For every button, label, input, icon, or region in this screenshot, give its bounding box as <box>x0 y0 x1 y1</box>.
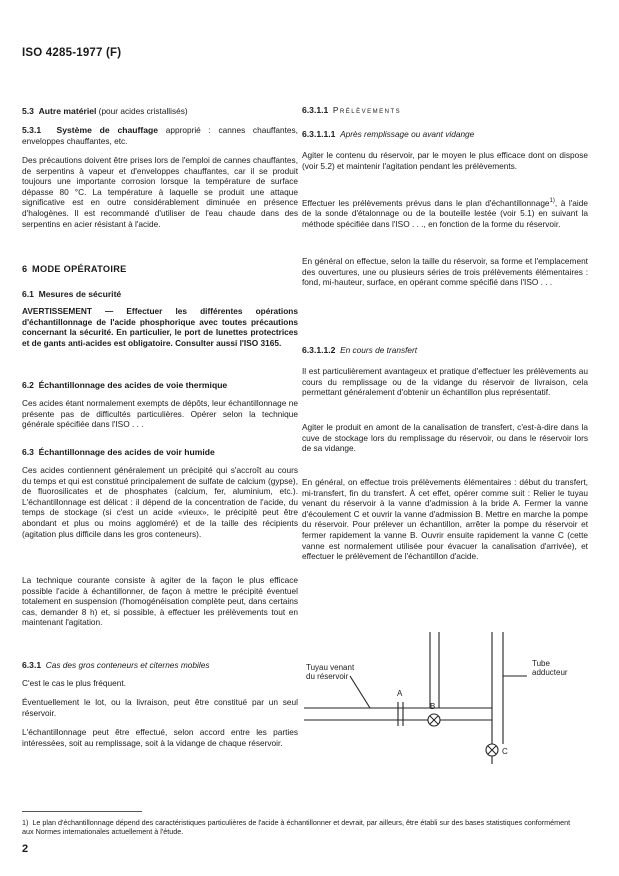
section-6-3-heading: 6.3 Échantillonnage des acides de voir humide <box>22 447 215 457</box>
section-6-2-text: Ces acides étant normalement exempts de dépôts, leur échantillonnage ne présente pas de difficultés particulières. Opérer selon la technique générale spécifiée dans l'ISO . . . <box>22 398 298 430</box>
section-5-3-heading: 5.3 Autre matériel (pour acides cristallisés) <box>22 106 188 116</box>
section-6-3-1-text-3: L'échantillonnage peut être effectué, selon accord entre les parties intéressées, soit au remplissage, soit à la vidange de chaque réservoir. <box>22 727 298 748</box>
label-valve-b: B <box>430 702 436 711</box>
transfer-line-diagram <box>302 632 602 782</box>
section-6-3-1-text-1: C'est le cas le plus fréquent. <box>22 678 126 688</box>
section-6-1-heading: 6.1 Mesures de sécurité <box>22 289 122 299</box>
page-number: 2 <box>22 843 29 855</box>
section-6-3-1-1-1-text-3: En général on effectue, selon la taille du réservoir, sa forme et l'emplacement des ouvertures, une ou plusieurs séries de trois prélèvements élémentaires : fond, mi-hauteur, surface, en opérant comme spécifié dans l'ISO . . . <box>302 256 588 288</box>
section-5-3-1-text: Des précautions doivent être prises lors de l'emploi de cannes chauffantes, de serpentins à vapeur et d'enveloppes chauffantes, car il se produit toujours une importante corrosion lorsque la température de surface dépasse 80 °C. La température à laquelle se produit une attaque significative est en outre considérablement diminuée en présence d'halogènes. Il est recommandé d'utiliser de l'eau chaude dans des serpentins en acier résistant à l'acide. <box>22 155 298 229</box>
safety-warning: AVERTISSEMENT — Effectuer les différentes opérations d'échantillonnage de l'acide phosphorique avec toutes précautions concernant la sécurité. En particulier, le port de lunettes protectrices et de gants anti-acides est obligatoire. Consulter aussi l'ISO 3165. <box>22 306 298 348</box>
footnote-divider <box>22 811 142 812</box>
section-6-3-1-text-2: Éventuellement le lot, ou la livraison, peut être constitué par un seul réservoir. <box>22 697 298 718</box>
footnote: 1) Le plan d'échantillonnage dépend des caractéristiques particulières de l'acide à échantillonner et devrait, par ailleurs, être établi sur des bases statistiques conformément aux Normes internationales actuellement à l'étude. <box>22 818 571 837</box>
section-6-3-1-heading: 6.3.1 Cas des gros conteneurs et citernes mobiles <box>22 660 210 670</box>
section-6-3-1-1-2-text-3: En général, on effectue trois prélèvements élémentaires : début du transfert, mi-transfert, fin du transfert. À cet effet, opérer comme suit : Relier le tuyau venant du réservoir à la vanne d'admission à la bride A. Fermer la vanne d'écoulement C et ouvrir la vanne d'admission B. Mettre en marche la pompe du réservoir. Pour prélever un échantillon, arrêter la pompe du réservoir et fermer rapidement la vanne B. Ouvrir ensuite rapidement la vanne C (cette vanne est normalement utilisée pour évacuer la canalisation d'arrivée), et effectuer le prélèvement de l'échantillon d'acide. <box>302 477 588 562</box>
label-tube-line2: adducteur <box>532 668 568 677</box>
section-6-3-text-2: La technique courante consiste à agiter de la façon le plus efficace possible l'acide à échantillonner, de façon à mettre le précipité éventuel totalement en suspension (l'homogénéisation complète peut, dans certains cas, demander 8 h) et, si possible, à effectuer les prélèvements tout en maintenant l'agitation. <box>22 575 298 628</box>
label-tube-line1: Tube <box>532 659 550 668</box>
section-6-3-1-1-1-heading: 6.3.1.1.1 Après remplissage ou avant vidange <box>302 129 475 139</box>
section-6-3-1-1-2-text-2: Agiter le produit en amont de la canalisation de transfert, c'est-à-dire dans la cuve de stockage lors du remplissage du réservoir, ou dans le réservoir lors de sa vidange. <box>302 422 588 454</box>
label-valve-c: C <box>502 747 508 756</box>
leader-pipe <box>350 676 370 708</box>
section-6-3-1-1-heading: 6.3.1.1 Prélèvements <box>302 105 402 115</box>
section-6-3-1-1-1-text-1: Agiter le contenu du réservoir, par le moyen le plus efficace dont on dispose (voir 5.2) et maintenir l'agitation pendant les prélèvements. <box>302 150 588 171</box>
section-6-heading: 6 MODE OPÉRATOIRE <box>22 264 127 274</box>
label-pipe-line2: du réservoir <box>306 672 349 681</box>
section-6-3-1-1-1-text-2: Effectuer les prélèvements prévus dans le plan d'échantillonnage$^{1)}$, à l'aide de la sonde d'étalonnage ou de la bouteille lestée (voir 5.1) en suivant la méthode spécifiée dans l'ISO . . ., en fonction de la forme du réservoir. <box>302 197 588 229</box>
section-6-3-1-1-2-text-1: Il est particulièrement avantageux et pratique d'effectuer les prélèvements au cours du remplissage ou de la vidange du réservoir de livraison, cela permettant généralement d'obtenir un échantillon plus représentatif. <box>302 366 588 398</box>
section-6-3-text-1: Ces acides contiennent généralement un précipité qui s'accroît au cours du temps et qui est constitué principalement de sulfate de calcium (gypse), de fluorosilicates et de phosphates (calcium, fer, aluminium, etc.). L'échantillonnage est délicat : il dépend de la concentration de l'acide, du temps de stockage (si c'est un acide «vieux», le précipité peut être abondant et plus ou moins aggloméré) et de la taille des récipients (agitation plus difficile dans les gros conteneurs). <box>22 465 298 539</box>
section-5-3-1-heading: 5.3.1 Système de chauffage approprié : cannes chauffantes, enveloppes chauffantes, etc. <box>22 125 298 146</box>
valve-c-icon <box>486 744 498 756</box>
valve-b-icon <box>428 714 440 726</box>
label-flange-a: A <box>397 689 403 698</box>
section-6-2-heading: 6.2 Échantillonnage des acides de voie thermique <box>22 380 228 390</box>
section-6-3-1-1-2-heading: 6.3.1.1.2 En cours de transfert <box>302 345 418 355</box>
document-header: ISO 4285-1977 (F) <box>22 47 122 59</box>
label-pipe-line1: Tuyau venant <box>306 663 355 672</box>
